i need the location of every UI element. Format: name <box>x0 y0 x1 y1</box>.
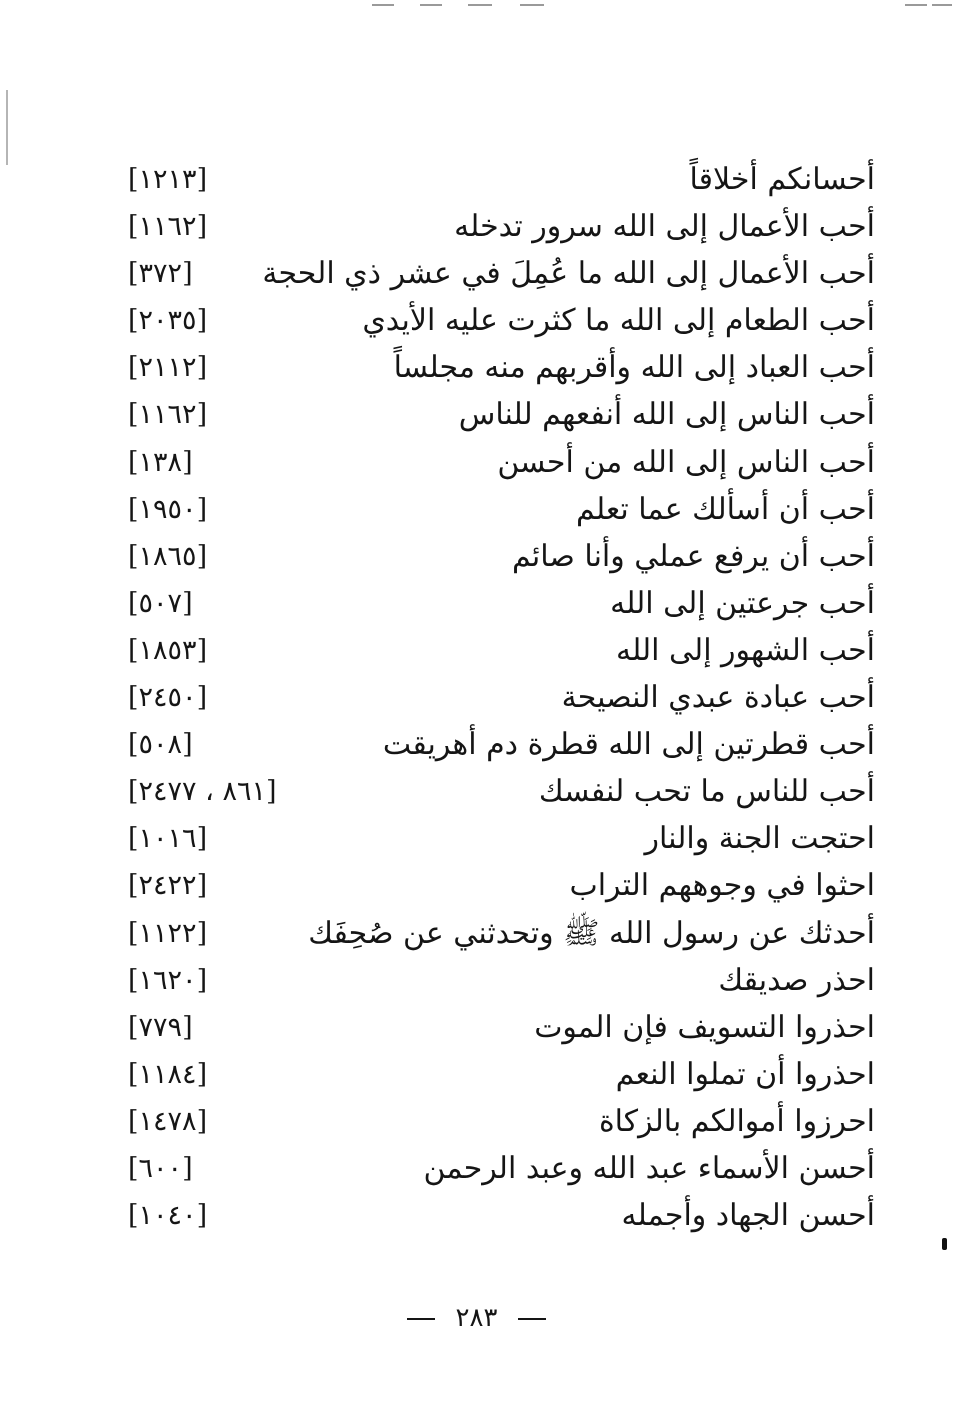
index-entry <box>0 156 953 203</box>
page-footer <box>0 1298 953 1338</box>
index-entry <box>0 533 953 580</box>
entry-ref: [٥٠٧] <box>128 587 193 619</box>
scan-dot-right <box>942 1238 947 1250</box>
scan-mark-top <box>520 4 544 6</box>
index-entry <box>0 627 953 674</box>
entry-text: أحب أن أسألك عما تعلم <box>576 491 875 527</box>
entry-text: احذر صديقك <box>718 962 875 998</box>
index-entry <box>0 1098 953 1145</box>
entry-ref: [٦٠٠] <box>128 1152 193 1184</box>
index-entry <box>0 439 953 486</box>
entry-text: أحب قطرتين إلى الله قطرة دم أهريقت <box>382 727 875 763</box>
index-entry <box>0 815 953 862</box>
index-entry <box>0 486 953 533</box>
entry-text: احذروا أن تملوا النعم <box>615 1056 875 1092</box>
footer-dash-right <box>518 1318 546 1320</box>
entry-ref: [١٠٤٠] <box>128 1200 208 1232</box>
entry-ref: [١١٦٢] <box>128 211 208 243</box>
scan-mark-top <box>420 4 442 6</box>
index-entry <box>0 1145 953 1192</box>
index-entry <box>0 203 953 250</box>
entry-ref: [٣٧٢] <box>128 258 193 290</box>
entry-text: أحسن الأسماء عبد الله وعبد الرحمن <box>423 1150 875 1186</box>
index-entry <box>0 721 953 768</box>
entry-ref: [٢١١٢] <box>128 352 208 384</box>
entry-ref: [١١٨٤] <box>128 1058 208 1090</box>
entry-text: احثوا في وجوههم التراب <box>569 868 875 904</box>
index-entry <box>0 1192 953 1239</box>
entry-ref: [١١٦٢] <box>128 399 208 431</box>
entry-ref: [١٩٥٠] <box>128 493 208 525</box>
index-entries <box>0 156 953 1239</box>
entry-ref: [٢٤٢٢] <box>128 870 208 902</box>
entry-ref: [١٨٦٥] <box>128 540 208 572</box>
footer-dash-left <box>407 1318 435 1320</box>
entry-text: أحب الناس إلى الله أنفعهم للناس <box>458 397 875 433</box>
entry-ref: [١٦٢٠] <box>128 964 208 996</box>
scan-mark-top <box>468 4 492 6</box>
entry-ref: [٨٦١ ، ٢٤٧٧] <box>128 776 277 808</box>
scan-mark-top <box>932 4 952 6</box>
entry-text: أحب الأعمال إلى الله ما عُمِلَ في عشر ذي الحجة <box>262 256 875 292</box>
entry-ref: [٥٠٨] <box>128 729 193 761</box>
entry-text: احذروا التسويف فإن الموت <box>534 1009 875 1045</box>
scan-mark-top <box>905 4 927 6</box>
entry-ref: [١٤٧٨] <box>128 1105 208 1137</box>
entry-text: أحب الطعام إلى الله ما كثرت عليه الأيدي <box>362 303 875 339</box>
index-entry <box>0 957 953 1004</box>
index-entry <box>0 250 953 297</box>
entry-ref: [١٠١٦] <box>128 823 208 855</box>
index-entry <box>0 862 953 909</box>
entry-text: أحسانكم أخلاقاً <box>689 162 875 197</box>
entry-text: أحب للناس ما تحب لنفسك <box>538 774 875 810</box>
entry-text: أحب الشهور إلى الله <box>616 632 875 668</box>
entry-ref: [١٣٨] <box>128 446 193 478</box>
entry-ref: [٧٧٩] <box>128 1011 193 1043</box>
scan-mark-left <box>6 90 8 165</box>
entry-ref: [٢٤٥٠] <box>128 682 208 714</box>
index-entry <box>0 674 953 721</box>
entry-text: أحب الأعمال إلى الله سرور تدخله <box>454 209 875 245</box>
entry-text: أحسن الجهاد وأجمله <box>621 1198 875 1234</box>
entry-text: احرزوا أموالكم بالزكاة <box>598 1103 875 1139</box>
entry-ref: [٢٠٣٥] <box>128 305 208 337</box>
index-entry <box>0 910 953 957</box>
page-number: ٢٨٣ <box>455 1303 498 1333</box>
entry-text: أحب عبادة عبدي النصيحة <box>561 680 875 716</box>
entry-text: أحب العباد إلى الله وأقربهم منه مجلساً <box>393 350 875 386</box>
index-entry <box>0 580 953 627</box>
index-entry <box>0 1051 953 1098</box>
entry-text: أحب أن يرفع عملي وأنا صائم <box>511 538 875 574</box>
entry-ref: [١١٢٢] <box>128 917 208 949</box>
entry-ref: [١٨٥٣] <box>128 634 208 666</box>
index-entry <box>0 344 953 391</box>
entry-text: احتجت الجنة والنار <box>644 821 875 857</box>
entry-ref: [١٢١٣] <box>128 164 208 195</box>
index-entry <box>0 297 953 344</box>
entry-text: أحب جرعتين إلى الله <box>610 585 875 621</box>
scan-mark-top <box>372 4 394 6</box>
entry-text: أحدثك عن رسول الله ﷺ وتحدثني عن صُحِفَك <box>308 915 875 951</box>
index-entry <box>0 1004 953 1051</box>
index-entry <box>0 391 953 438</box>
entry-text: أحب الناس إلى الله من أحسن <box>497 444 875 480</box>
index-entry <box>0 768 953 815</box>
